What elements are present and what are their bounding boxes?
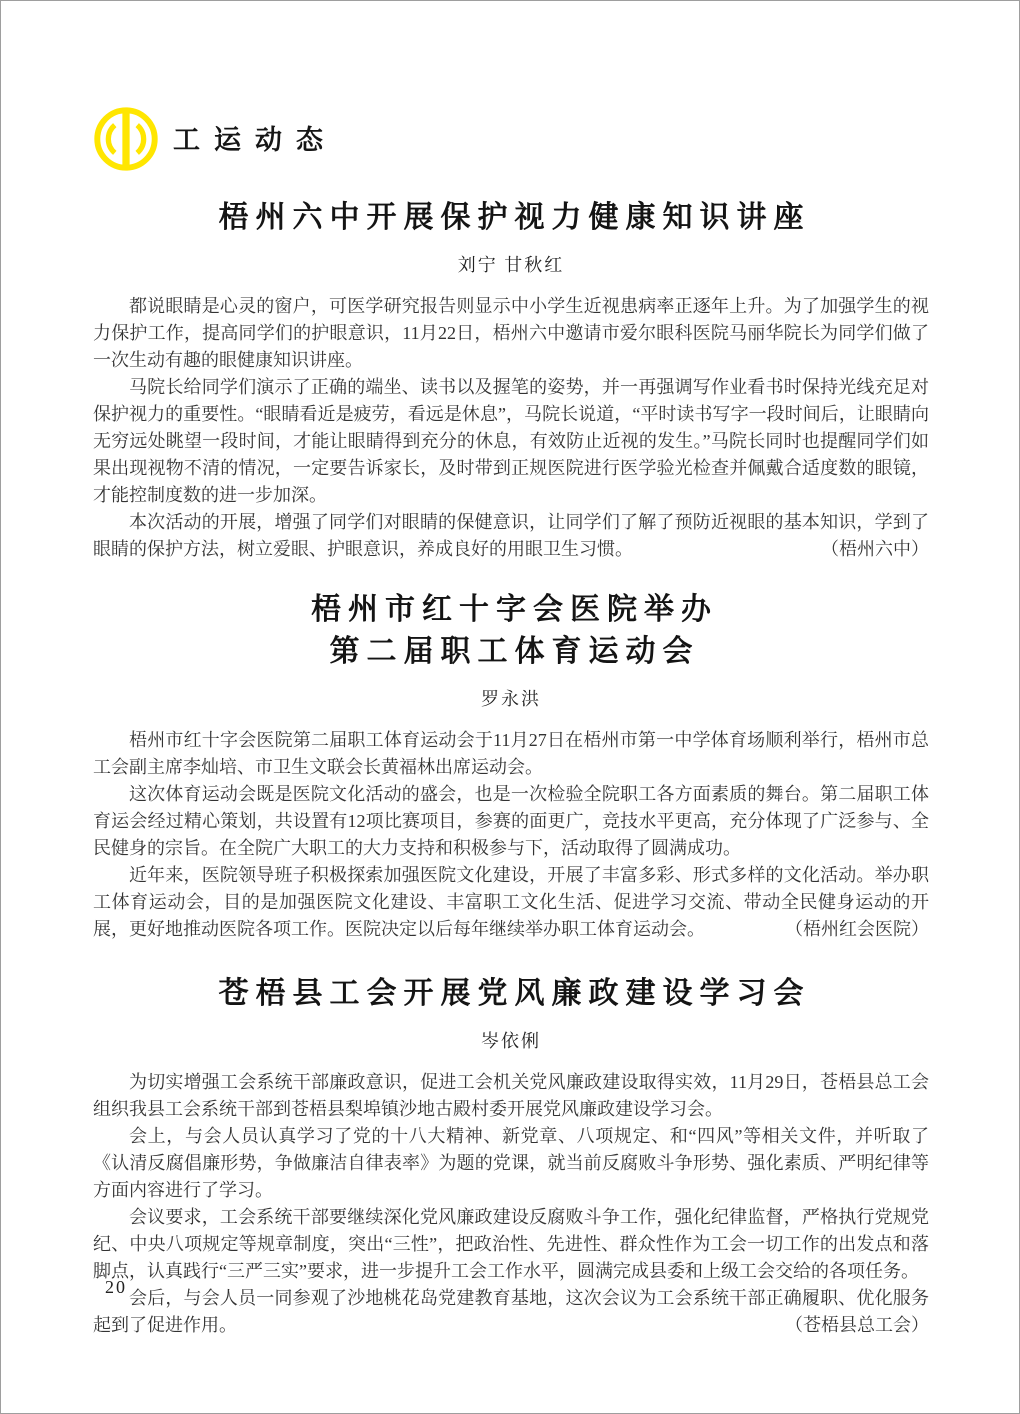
- article-paragraph: 这次体育运动会既是医院文化活动的盛会，也是一次检验全院职工各方面素质的舞台。第二届职工体育运会经过精心策划，共设置有12项比赛项目，参赛的面更广，竞技水平更高，充分体现了广泛参与、全民健身的宗旨。在全院广大职工的大力支持和积极参与下，活动取得了圆满成功。: [93, 784, 929, 858]
- masthead: [93, 105, 929, 173]
- article-paragraph: 会议要求，工会系统干部要继续深化党风廉政建设反腐败斗争工作，强化纪律监督，严格执行党规党纪、中央八项规定等规章制度，突出“三性”，把政治性、先进性、群众性作为工会一切工作的出发点和落脚点，认真践行“三严三实”要求，进一步提升工会工作水平，圆满完成县委和上级工会交给的各项任务。: [93, 1207, 929, 1281]
- page-number: 20: [105, 1277, 127, 1297]
- article-paragraph: [93, 862, 929, 943]
- article-party-discipline-study: [93, 973, 929, 1339]
- article-title: [93, 973, 929, 1015]
- article-paragraph: 会上，与会人员认真学习了党的十八大精神、新党章、八项规定、和“四风”等相关文件，并听取了《认清反腐倡廉形势，争做廉洁自律表率》为题的党课，就当前反腐败斗争形势、强化素质、严明纪律等方面内容进行了学习。: [93, 1126, 929, 1200]
- article-title-line: 梧州六中开展保护视力健康知识讲座: [218, 201, 811, 234]
- article-attribution: （苍梧县总工会）: [785, 1315, 929, 1335]
- article-attribution: （梧州红会医院）: [785, 919, 929, 939]
- article-hospital-sports-meeting: [93, 589, 929, 943]
- article-title-line: 苍梧县工会开展党风廉政建设学习会: [218, 977, 811, 1010]
- page-content: [1, 1, 1019, 1339]
- article-paragraph: [93, 509, 929, 563]
- article-paragraph: 为切实增强工会系统干部廉政意识，促进工会机关党风廉政建设取得实效，11月29日，苍梧县总工会组织我县工会系统干部到苍梧县梨埠镇沙地古殿村委开展党风廉政建设学习会。: [93, 1072, 929, 1119]
- article-title-line: 梧州市红十字会医院举办: [311, 593, 718, 626]
- article-paragraph: 马院长给同学们演示了正确的端坐、读书以及握笔的姿势，并一再强调写作业看书时保持光线充足对保护视力的重要性。“眼睛看近是疲劳，看远是休息”，马院长说道，“平时读书写字一段时间后，让眼睛向无穷远处眺望一段时间，才能让眼睛得到充分的休息，有效防止近视的发生。”马院长同时也提醒同学们如果出现视物不清的情况，一定要告诉家长，及时带到正规医院进行医学验光检查并佩戴合适度数的眼镜，才能控制度数的进一步加深。: [93, 377, 929, 505]
- article-paragraph: [93, 1285, 929, 1339]
- article-eye-health-lecture: [93, 197, 929, 563]
- article-paragraph: 梧州市红十字会医院第二届职工体育运动会于11月27日在梧州市第一中学体育场顺利举行，梧州市总工会副主席李灿培、市卫生文联会长黄福林出席运动会。: [93, 730, 929, 777]
- article-attribution: （梧州六中）: [821, 539, 929, 559]
- article-authors: 刘宁 甘秋红: [457, 255, 565, 275]
- paragraph-text: 本次活动的开展，增强了同学们对眼睛的保健意识，让同学们了解了预防近视眼的基本知识，学到了眼睛的保护方法，树立爱眼、护眼意识，养成良好的用眼卫生习惯。: [93, 512, 929, 559]
- trade-union-emblem-icon: [93, 106, 159, 172]
- article-title: [93, 589, 929, 673]
- paragraph-text: 近年来，医院领导班子积极探索加强医院文化建设，开展了丰富多彩、形式多样的文化活动。举办职工体育运动会，目的是加强医院文化建设、丰富职工文化生活、促进学习交流、带动全民健身运动的开展，更好地推动医院各项工作。医院决定以后每年继续举办职工体育运动会。: [93, 865, 929, 939]
- article-paragraph: 都说眼睛是心灵的窗户，可医学研究报告则显示中小学生近视患病率正逐年上升。为了加强学生的视力保护工作，提高同学们的护眼意识，11月22日，梧州六中邀请市爱尔眼科医院马丽华院长为同学们做了一次生动有趣的眼健康知识讲座。: [93, 296, 929, 370]
- masthead-title: 工运动态: [173, 124, 337, 155]
- paragraph-text: 会后，与会人员一同参观了沙地桃花岛党建教育基地，这次会议为工会系统干部正确履职、优化服务起到了促进作用。: [93, 1288, 929, 1335]
- article-title: [93, 197, 929, 239]
- article-authors: 罗永洪: [481, 689, 541, 709]
- article-authors: 岑依俐: [481, 1031, 541, 1051]
- article-title-line: 第二届职工体育运动会: [329, 635, 700, 668]
